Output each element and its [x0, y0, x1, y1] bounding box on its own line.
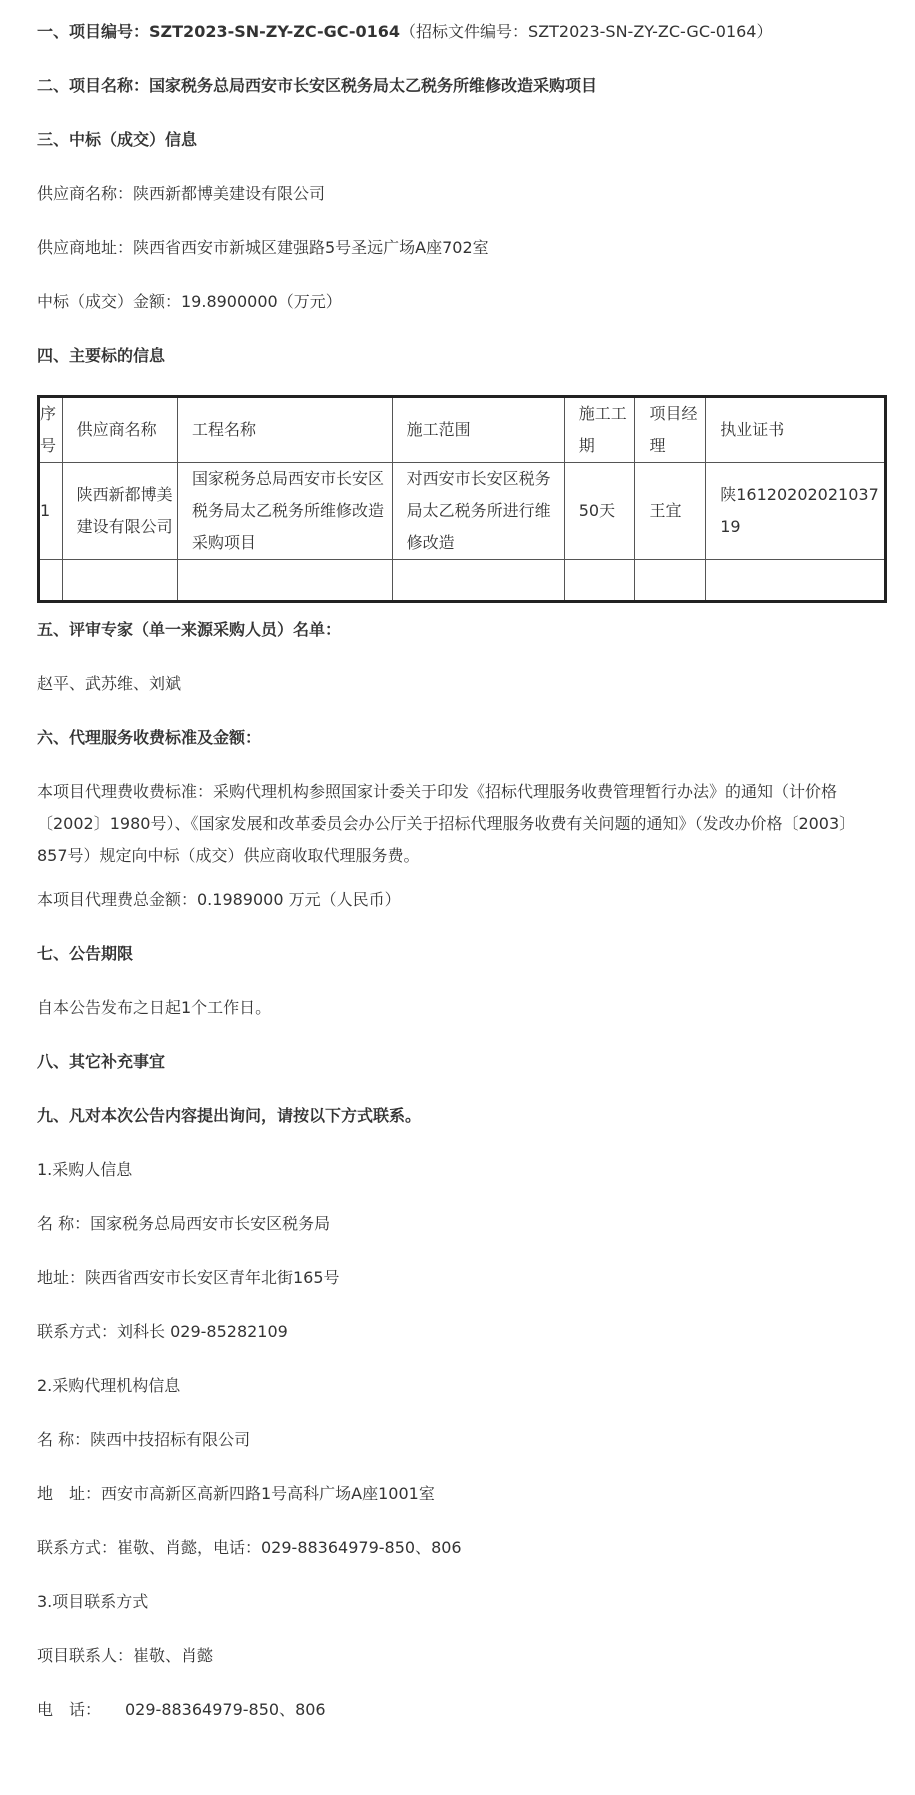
table-cell: 陕1612020202103719: [706, 463, 886, 560]
table-cell: [62, 560, 177, 602]
table-cell: 1: [39, 463, 63, 560]
header-cell: 序号: [39, 397, 63, 463]
supplier-address: 供应商地址：陕西省西安市新城区建强路5号圣远广场A座702室: [37, 238, 489, 257]
award-amount: 中标（成交）金额：19.8900000（万元）: [37, 292, 342, 311]
header-cell: 执业证书: [706, 397, 886, 463]
table-cell: 王宜: [635, 463, 706, 560]
project-name-label: 二、项目名称：: [37, 76, 150, 95]
section-3-heading: 三、中标（成交）信息: [37, 130, 198, 149]
header-cell: 施工范围: [392, 397, 564, 463]
table-row-empty: [39, 560, 886, 602]
header-cell: 施工工期: [564, 397, 635, 463]
buyer-address: 地址：陕西省西安市长安区青年北街165号: [37, 1268, 340, 1287]
expert-names: 赵平、武苏维、刘斌: [37, 674, 182, 693]
notice-period: 自本公告发布之日起1个工作日。: [37, 998, 272, 1017]
section-4-heading: 四、主要标的信息: [37, 346, 166, 365]
project-number-label: 一、项目编号：: [37, 22, 150, 41]
table-cell: [39, 560, 63, 602]
table-cell: 陕西新都博美建设有限公司: [62, 463, 177, 560]
header-cell: 供应商名称: [62, 397, 177, 463]
buyer-info-title: 1.采购人信息: [37, 1160, 133, 1179]
buyer-contact: 联系方式：刘科长 029-85282109: [37, 1322, 288, 1341]
tender-file-number: （招标文件编号：SZT2023-SN-ZY-ZC-GC-0164）: [400, 22, 773, 41]
section-7-heading: 七、公告期限: [37, 944, 134, 963]
agency-fee-standard: 本项目代理费收费标准：采购代理机构参照国家计委关于印发《招标代理服务收费管理暂行办法》的通知（计价格〔2002〕1980号）、《国家发展和改革委员会办公厅关于招标代理服务收费有关问题的通知》（发改办价格〔2003〕857号）规定向中标（成交）供应商收取代理服务费。: [37, 782, 856, 865]
agency-name: 名 称：陕西中技招标有限公司: [37, 1430, 251, 1449]
supplier-name: 供应商名称：陕西新都博美建设有限公司: [37, 184, 326, 203]
agency-address: 地 址：西安市高新区高新四路1号高科广场A座1001室: [37, 1484, 435, 1503]
table-cell: [635, 560, 706, 602]
award-table: [37, 395, 887, 603]
section-9-heading: 九、凡对本次公告内容提出询问，请按以下方式联系。: [37, 1106, 422, 1125]
project-name-value: 国家税务总局西安市长安区税务局太乙税务所维修改造采购项目: [149, 76, 598, 95]
section-8-heading: 八、其它补充事宜: [37, 1052, 166, 1071]
section-5-heading: 五、评审专家（单一来源采购人员）名单：: [37, 620, 342, 639]
table-cell: [706, 560, 886, 602]
agency-contact: 联系方式：崔敬、肖懿，电话：029-88364979-850、806: [37, 1538, 462, 1557]
buyer-name: 名 称：国家税务总局西安市长安区税务局: [37, 1214, 331, 1233]
project-contact-person: 项目联系人：崔敬、肖懿: [37, 1646, 214, 1665]
table-cell: [177, 560, 392, 602]
table-cell: 50天: [564, 463, 635, 560]
table-cell: [564, 560, 635, 602]
agency-fee-total: 本项目代理费总金额：0.1989000 万元（人民币）: [37, 890, 401, 909]
project-contact-phone: 电 话： 029-88364979-850、806: [37, 1700, 326, 1719]
header-cell: 工程名称: [177, 397, 392, 463]
table-row: [39, 463, 886, 560]
section-6-heading: 六、代理服务收费标准及金额：: [37, 728, 262, 747]
table-cell: [392, 560, 564, 602]
header-cell: 项目经理: [635, 397, 706, 463]
table-cell: 国家税务总局西安市长安区税务局太乙税务所维修改造采购项目: [177, 463, 392, 560]
project-number-value: SZT2023-SN-ZY-ZC-GC-0164: [149, 22, 401, 41]
project-name-line: [37, 75, 597, 97]
project-number-line: [37, 21, 772, 43]
project-contact-title: 3.项目联系方式: [37, 1592, 149, 1611]
agency-info-title: 2.采购代理机构信息: [37, 1376, 181, 1395]
table-header-row: [39, 397, 886, 463]
table-cell: 对西安市长安区税务局太乙税务所进行维修改造: [392, 463, 564, 560]
